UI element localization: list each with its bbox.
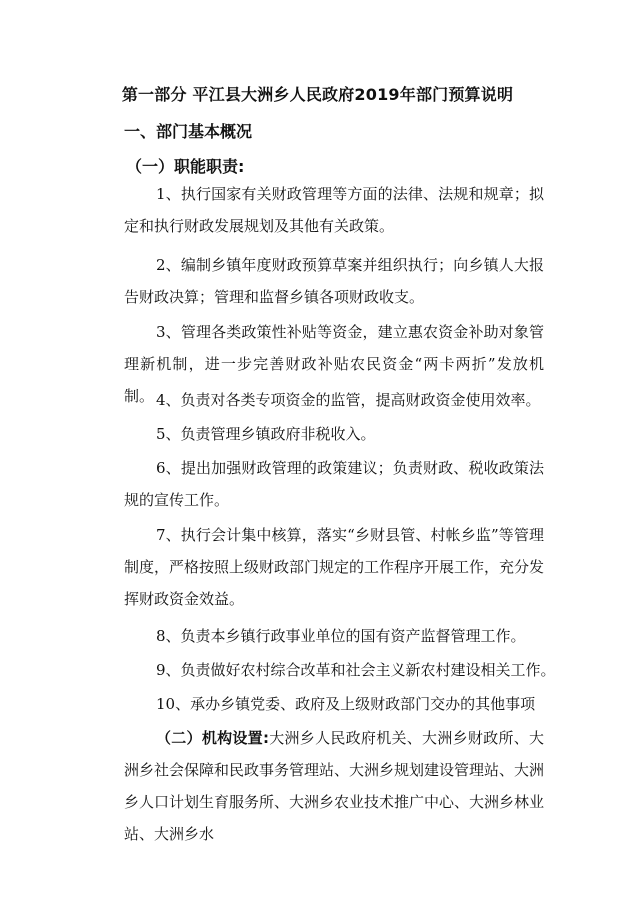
duty-item-6: 6、提出加强财政管理的政策建议；负责财政、税收政策法规的宣传工作。 [124, 459, 544, 509]
duty-item-4: 4、负责对各类专项资金的监管，提高财政资金使用效率。 [156, 391, 541, 409]
subsection-heading-duties: （一）职能职责: [126, 157, 245, 176]
duty-item-9: 9、负责做好农村综合改革和社会主义新农村建设相关工作。 [156, 661, 556, 679]
duty-item-5: 5、负责管理乡镇政府非税收入。 [156, 425, 376, 443]
duty-item-1: 1、执行国家有关财政管理等方面的法律、法规和规章；拟定和执行财政发展规划及其他有关政策。 [124, 185, 544, 235]
duty-item-3: 3、管理各类政策性补贴等资金，建立惠农资金补助对象管理新机制，进一步完善财政补贴农民资金“两卡两折”发放机制。 [124, 323, 544, 405]
duty-item-2: 2、编制乡镇年度财政预算草案并组织执行；向乡镇人大报告财政决算；管理和监督乡镇各项财政收支。 [124, 256, 544, 306]
organization-paragraph [124, 722, 544, 850]
organization-text: 大洲乡人民政府机关、大洲乡财政所、大洲乡社会保障和民政事务管理站、大洲乡规划建设管理站、大洲乡人口计划生育服务所、大洲乡农业技术推广中心、大洲乡林业站、大洲乡水 [124, 729, 545, 843]
section-heading-basic-overview: 一、部门基本概况 [124, 122, 253, 141]
duty-item-7: 7、执行会计集中核算，落实“乡财县管、村帐乡监”等管理制度，严格按照上级财政部门规定的工作程序开展工作，充分发挥财政资金效益。 [124, 526, 545, 608]
document-title: 第一部分 平江县大洲乡人民政府2019年部门预算说明 [121, 85, 514, 104]
subsection-heading-organization: （二）机构设置: [156, 729, 269, 747]
duty-item-8: 8、负责本乡镇行政事业单位的国有资产监督管理工作。 [156, 627, 526, 645]
duty-item-10: 10、承办乡镇党委、政府及上级财政部门交办的其他事项 [156, 695, 536, 713]
